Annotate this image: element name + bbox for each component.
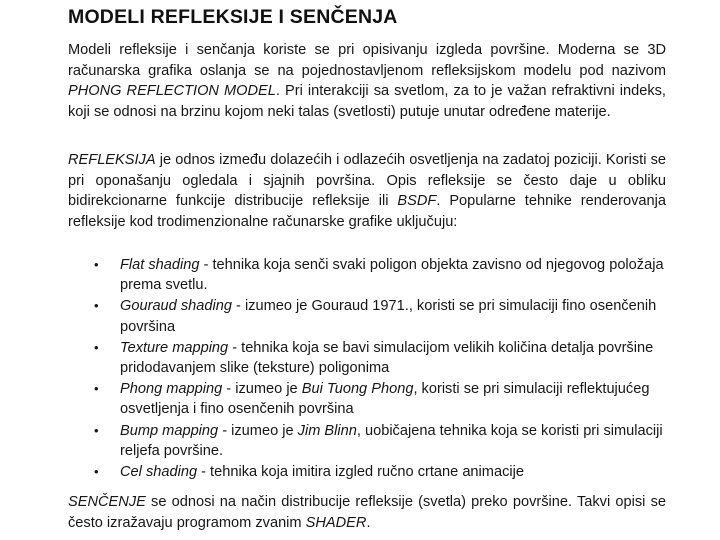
refleksija-paragraph [68, 150, 666, 232]
list-item-cel-shading [68, 462, 668, 482]
inventor-name: Bui Tuong Phong [301, 381, 414, 398]
page-title: MODELI REFLEKSIJE I SENČENJA [68, 6, 398, 28]
technique-desc-cont: , uobičajena tehnika koja se koristi pri simulaciji reljefa površine. [120, 422, 663, 459]
refleksija-text-2: . Popularne tehnike renderovanja refleksije kod trodimenzionalne računarske grafike uključuju: [68, 193, 666, 230]
bullet-icon: • [94, 257, 99, 272]
refleksija-term: REFLEKSIJA [68, 152, 156, 168]
list-item-texture-mapping [68, 338, 668, 378]
phong-reflection-model-term: PHONG REFLECTION MODEL [68, 83, 276, 100]
technique-name: Flat shading [120, 257, 200, 273]
technique-desc: - tehnika koja se bavi simulacijom velikih količina detalja površine pridodavanjem slike (teksture) poligonima [120, 339, 654, 377]
bullet-icon: • [94, 381, 99, 397]
technique-name: Bump mapping [120, 422, 219, 439]
bullet-icon: • [94, 298, 99, 314]
technique-name: Texture mapping [120, 339, 229, 356]
bsdf-term: BSDF [397, 193, 437, 210]
techniques-list [68, 255, 668, 483]
refleksija-text-1: je odnos između dolazećih i odlazećih osvetljenja na zadatoj poziciji. Koristi se pri oponašanju ogledala i sjajnih površina. Opis refleksije se često daje u obliku bidirekcionarne funkcije distribucije refleksije ili [68, 152, 666, 210]
technique-desc: - izumeo je [222, 381, 302, 398]
intro-paragraph [68, 40, 666, 122]
intro-text-2: . Pri interakciji sa svetlom, za to je važan refraktivni indeks, koji se odnosi na brzinu kojom neki talas (svetlosti) putuje unutar određene materije. [68, 83, 666, 120]
technique-desc: - izumeo je [218, 422, 298, 439]
sencenje-term: SENČENJE [68, 494, 146, 510]
intro-text-1: Modeli refleksije i senčanja koriste se pri opisivanju izgleda površine. Moderna se 3D računarska grafika oslanja se na pojednostavljenom refleksijskom modelu pod nazivom [68, 42, 666, 79]
technique-name: Gouraud shading [120, 298, 232, 315]
sencenje-paragraph [68, 492, 666, 533]
technique-name: Phong mapping [120, 381, 223, 398]
bullet-icon: • [94, 422, 99, 438]
technique-desc: - tehnika koja imitira izgled ručno crtane animacije [197, 464, 524, 481]
bullet-icon: • [94, 339, 99, 355]
shader-term: SHADER [305, 514, 367, 531]
technique-desc: - tehnika koja senči svaki poligon objekta zavisno od njegovog položaja prema svetlu. [120, 257, 664, 294]
sencenje-text-2: . [366, 514, 371, 531]
bullet-icon: • [94, 464, 99, 480]
technique-desc: - izumeo je Gouraud 1971., koristi se pri simulaciji fino osenčenih površina [120, 298, 657, 335]
technique-desc-cont: , koristi se pri simulaciji reflektujućeg osvetljenja i fino osenčenih površina [120, 381, 650, 418]
sencenje-text-1: se odnosi na način distribucije refleksije (svetla) preko površine. Takvi opisi se često izražavaju programom zvanim [68, 494, 666, 531]
inventor-name: Jim Blinn [297, 422, 357, 439]
list-item-flat-shading [68, 255, 668, 295]
list-item-phong-mapping [68, 379, 668, 419]
list-item-gouraud-shading [68, 296, 668, 336]
list-item-bump-mapping [68, 421, 668, 461]
technique-name: Cel shading [120, 464, 198, 481]
